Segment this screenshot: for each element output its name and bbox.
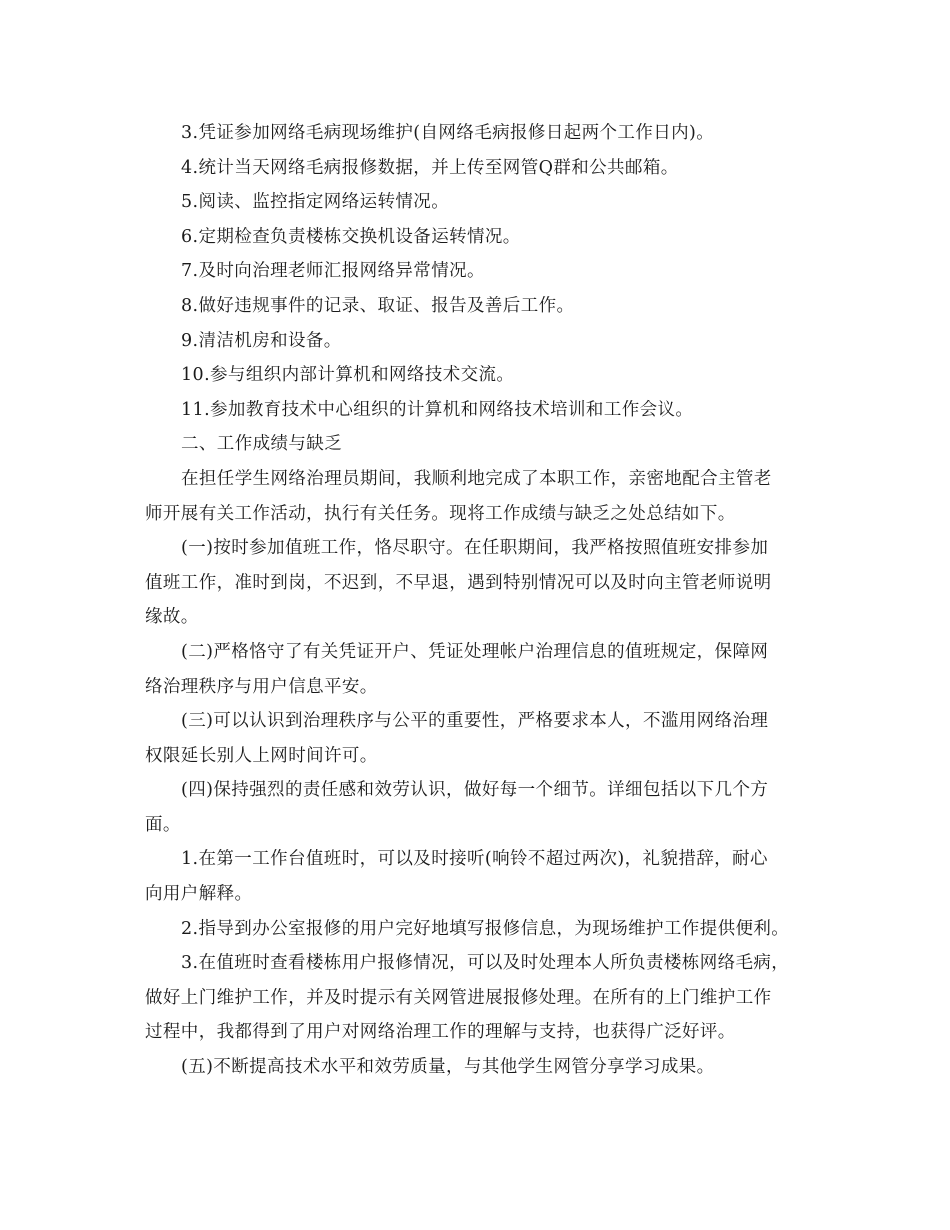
text-line: 6.定期检查负责楼栋交换机设备运转情况。 <box>181 226 521 247</box>
text-line: 做好上门维护工作，并及时提示有关网管进展报修处理。在所有的上门维护工作 <box>145 987 772 1008</box>
text-line: (五)不断提高技术水平和效劳质量，与其他学生网管分享学习成果。 <box>181 1057 715 1078</box>
text-line: 过程中，我都得到了用户对网络治理工作的理解与支持，也获得广泛好评。 <box>145 1022 736 1043</box>
text-line: 5.阅读、监控指定网络运转情况。 <box>181 192 450 213</box>
text-line: 面。 <box>145 814 181 835</box>
document-body <box>145 116 805 1085</box>
text-line: 9.清洁机房和设备。 <box>181 330 342 351</box>
text-line: 二、工作成绩与缺乏 <box>181 434 343 455</box>
text-line: (三)可以认识到治理秩序与公平的重要性，严格要求本人，不滥用网络治理 <box>181 711 769 732</box>
text-line: 师开展有关工作活动，执行有关任务。现将工作成绩与缺乏之处总结如下。 <box>145 503 736 524</box>
text-line: 3.在值班时查看楼栋用户报修情况，可以及时处理本人所负责楼栋网络毛病， <box>181 953 790 974</box>
text-line: 值班工作，准时到岗，不迟到，不早退，遇到特别情况可以及时向主管老师说明 <box>145 572 772 593</box>
text-line: 缘故。 <box>145 607 199 628</box>
text-line: 向用户解释。 <box>145 884 253 905</box>
text-line: (四)保持强烈的责任感和效劳认识，做好每一个细节。详细包括以下几个方 <box>181 780 769 801</box>
text-line: 3.凭证参加网络毛病现场维护(自网络毛病报修日起两个工作日内)。 <box>181 123 715 143</box>
text-line: 1.在第一工作台值班时，可以及时接听(响铃不超过两次)，礼貌措辞，耐心 <box>181 849 768 870</box>
text-line: 7.及时向治理老师汇报网络异常情况。 <box>181 261 485 282</box>
text-line: 11.参加教育技术中心组织的计算机和网络技术培训和工作会议。 <box>181 399 694 420</box>
text-line: 权限延长别人上网时间许可。 <box>145 745 378 766</box>
text-line: 在担任学生网络治理员期间，我顺利地完成了本职工作，亲密地配合主管老 <box>181 468 772 489</box>
text-line: 8.做好违规事件的记录、取证、报告及善后工作。 <box>181 295 575 316</box>
text-line: 络治理秩序与用户信息平安。 <box>145 676 378 697</box>
text-line: (一)按时参加值班工作，恪尽职守。在任职期间，我严格按照值班安排参加 <box>181 538 769 559</box>
text-line: (二)严格恪守了有关凭证开户、凭证处理帐户治理信息的值班规定，保障网 <box>181 641 769 662</box>
text-line: 10.参与组织内部计算机和网络技术交流。 <box>181 365 515 386</box>
text-line: 2.指导到办公室报修的用户完好地填写报修信息，为现场维护工作提供便利。 <box>181 918 790 939</box>
text-line: 4.统计当天网络毛病报修数据，并上传至网管Q群和公共邮箱。 <box>181 157 679 178</box>
